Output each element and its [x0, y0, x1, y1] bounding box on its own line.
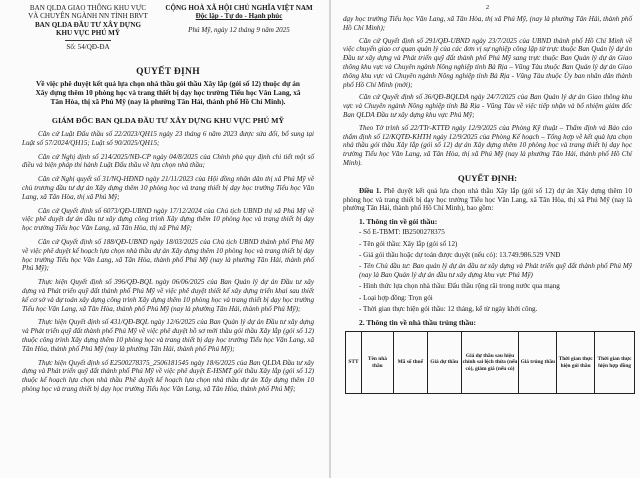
section-1-heading: 1. Thông tin về gói thầu: [359, 217, 438, 227]
document-title: QUYẾT ĐỊNH [136, 67, 200, 78]
package-info-item: - Số E-TBMT: IB2500278375 [359, 228, 445, 237]
article-1-label: Điều 1. [359, 186, 382, 195]
nation-name: CỘNG HOÀ XÃ HỘI CHỦ NGHĨA VIỆT NAM [165, 4, 313, 12]
continued-paragraph: dạy học trường Tiểu học Văn Lang, xã Tân Hòa, thị xã Phú Mỹ, (nay là phường Tân Hải, thành phố Hồ Chí Minh); [343, 15, 632, 32]
table-header-row [346, 332, 635, 394]
legal-basis-paragraph: Căn cứ Quyết định số 6073/QĐ-UBND ngày 17/12/2024 của Chủ tịch UBND thị xã Phú Mỹ về việc phê duyệt dự án đầu tư xây dựng công trình Xây dựng thêm 10 phòng học và trang thiết bị dạy học trường Tiểu học Văn Lang, xã Tân Hòa, thị xã Phú Mỹ; [22, 206, 314, 233]
document-number: Số: 54/QĐ-ĐA [66, 42, 110, 51]
document-date: Phú Mỹ, ngày 12 tháng 9 năm 2025 [188, 25, 290, 34]
table-header-cell: Tên nhà thầu [361, 332, 393, 394]
article-1 [343, 187, 632, 213]
package-info-item: - Hình thức lựa chọn nhà thầu: Đấu thầu rộng rãi trong nước qua mạng [359, 282, 560, 291]
decision-heading: QUYẾT ĐỊNH: [457, 172, 518, 183]
package-info-item: - Giá gói thầu hoặc dự toán được duyệt (nếu có): 13.749.986.529 VNĐ [359, 250, 561, 259]
document-subject: Về việc phê duyệt kết quả lựa chọn nhà thầu gói thầu Xây lắp (gói số 12) thuộc dự án Xây dựng thêm 10 phòng học và trang thiết bị dạy học trường Tiểu học Văn Lang, xã Tân Hòa, thị xã Phú Mỹ (nay là phường Tân Hải, thành phố Hồ Chí Minh). [35, 79, 301, 107]
agency-line-2: VÀ CHUYÊN NGÀNH NN TỈNH BRVT [28, 12, 148, 21]
table-header-cell: Giá dự thầu [427, 332, 461, 394]
legal-basis-paragraph: Căn cứ Luật Đấu thầu số 22/2023/QH15 ngày 23 tháng 6 năm 2023 được sửa đổi, bổ sung tại Luật số 57/2024/QH15; Luật số 90/2025/QH15; [22, 130, 314, 147]
section-2-heading: 2. Thông tin về nhà thầu trúng thầu: [359, 317, 476, 327]
agency-line-3: BAN QLDA ĐẦU TƯ XÂY DỰNG [34, 20, 142, 29]
table-header-cell: Giá trúng thầu [519, 332, 557, 394]
legal-basis-paragraph: Căn cứ Quyết định số 36/QĐ-BQLDA ngày 24/7/2025 của Ban Quản lý dự án Giao thông khu vực và Chuyên ngành Nông nghiệp tỉnh Bà Rịa - Vũng Tàu về việc tiếp nhận và bổ nhiệm giám đốc Ban QLDA Đầu tư xây dựng khu vực Phú Mỹ; [343, 93, 632, 119]
legal-basis-paragraph: Thực hiện Quyết định số 431/QĐ-BQL ngày 12/6/2025 của Ban Quản lý dự án Đầu tư xây dựng và Phát triển quỹ đất thành phố Phú Mỹ về việc phê duyệt hồ sơ mời thầu gói thầu Xây lắp (gói số 12) thuộc công trình Xây dựng thêm 10 phòng học và trang thiết bị dạy học trường Tiểu học Văn Lang, xã Tân Hòa, thành phố Phú Mỹ (nay là phường Tân Hải, thành phố Phú Mỹ); [22, 318, 314, 353]
legal-basis-paragraph: Căn cứ Nghị quyết số 31/NQ-HĐND ngày 21/11/2023 của Hội đồng nhân dân thị xã Phú Mỹ về chủ trương đầu tư dự án Xây dựng thêm 10 phòng học và trang thiết bị dạy học trường Tiểu học Văn Lang, xã Tân Hòa, thị xã Phú Mỹ; [22, 175, 314, 201]
page-number: 2 [485, 4, 490, 11]
winning-bidder-table [345, 331, 635, 394]
page-2 [331, 0, 640, 478]
table-header-cell: Thời gian thực hiện gói thầu [557, 332, 595, 394]
table-header-cell: Mã số thuế [393, 332, 427, 394]
package-info-item: - Tên gói thầu: Xây lắp (gói số 12) [359, 239, 458, 248]
issuing-agency [22, 4, 154, 51]
legal-basis-paragraph: Căn cứ Quyết định số 291/QĐ-UBND ngày 23/7/2025 của UBND thành phố Hồ Chí Minh về việc chuyển giao cơ quan quản lý của các đơn vị sự nghiệp công lập từ trực thuộc Ban Quản lý dự án Đầu tư xây dựng và Phát triển quỹ đất thành phố Phú Mỹ sang trực thuộc Ban Quản lý dự án Giao thông khu vực và Chuyên ngành Nông nghiệp tỉnh Bà Rịa – Vũng Tàu thuộc Ban Quản lý dự án Giao thông khu vực và Chuyên ngành Nông nghiệp tỉnh Bà Rịa - Vũng Tàu thuộc Ủy ban nhân dân thành phố Hồ Chí Minh (mới); [343, 36, 632, 89]
package-info-item: - Tên Chủ đầu tư: Ban quản lý dự án đầu tư xây dựng và Phát triển quỹ đất thành phố Phú Mỹ (nay là Ban Quản lý dự án đầu tư xây dựng khu vực Phú Mỹ) [359, 261, 632, 280]
agency-line-1: BAN QLDA GIAO THÔNG KHU VỰC [29, 4, 147, 12]
table-header-cell: Thời gian thực hiện hợp đồng [595, 332, 635, 394]
package-info-item: - Thời gian thực hiện gói thầu: 12 tháng, kể từ ngày khởi công. [359, 304, 538, 313]
table-header-cell: Giá dự thầu sau hiệu chỉnh sai lệch thừa (nếu có), giảm giá (nếu có) [461, 332, 519, 394]
legal-basis-paragraph: Căn cứ Nghị định số 214/2025/NĐ-CP ngày 04/8/2025 của Chính phủ quy định chi tiết một số điều và biện pháp thi hành Luật Đấu thầu về lựa chọn nhà thầu; [22, 152, 314, 170]
table-header-cell: STT [346, 332, 362, 394]
article-1-text: Phê duyệt kết quả lựa chọn nhà thầu Xây lắp (gói số 12) dự án Xây dựng thêm 10 phòng học và trang thiết bị dạy học trường Tiểu học Văn Lang, xã Tân Hòa, thị xã Phú Mỹ (nay là phường Tân Hải, thành phố Hồ Chí Minh), bao gồm: [343, 186, 633, 213]
issuing-authority: GIÁM ĐỐC BAN QLDA ĐẦU TƯ XÂY DỰNG KHU VỰC PHÚ MỸ [51, 116, 285, 126]
legal-basis-paragraph: Thực hiện Quyết định số E2500278375_2506181545 ngày 18/6/2025 của Ban QLDA Đầu tư xây dựng và Phát triển quỹ đất thành phố Phú Mỹ về việc phê duyệt E-HSMT gói thầu Xây lắp (gói số 12) thuộc kế hoạch lựa chọn nhà thầu Phê duyệt kế hoạch lựa chọn nhà thầu dự án Xây dựng thêm 10 phòng học và trang thiết bị dạy học trường Tiểu học Văn Lang, xã Tân Hòa, thành phố Phú Mỹ; [22, 358, 314, 393]
national-motto: Độc lập - Tự do - Hạnh phúc [195, 12, 283, 21]
legal-basis-paragraph: Căn cứ Quyết định số 188/QĐ-UBND ngày 18/03/2025 của Chủ tịch UBND thành phố Phú Mỹ về việc phê duyệt kế hoạch lựa chọn nhà thầu dự án Xây dựng thêm 10 phòng học và trang thiết bị dạy học trường Tiểu học Văn Lang, xã Tân Hòa, thành phố Phú Mỹ (nay là phường Tân Hải, thành phố Phú Mỹ); [22, 238, 314, 273]
legal-basis-paragraph: Thực hiện Quyết định số 396/QĐ-BQL ngày 06/06/2025 của Ban Quản lý dự án Đầu tư xây dựng và Phát triển quỹ đất thành phố Phú Mỹ về việc phê duyệt thiết kế xây dựng triển khai sau thiết kế cơ sở và dự toán xây dựng công trình Xây dựng thêm 10 phòng học và trang thiết bị dạy học trường Tiểu học Văn Lang, xã Tân Hòa, thành phố Phú Mỹ (nay là phường Tân Hải, thành phố Phú Mỹ); [22, 278, 315, 313]
national-heading [164, 4, 314, 51]
document-header [22, 4, 314, 51]
package-info-item: - Loại hợp đồng: Trọn gói [359, 293, 433, 302]
divider [65, 40, 111, 41]
legal-basis-paragraph: Theo Tờ trình số 22/TTr-KTTĐ ngày 12/9/2025 của Phòng Kỹ thuật – Thẩm định và Báo cáo thẩm định số 12/KQTĐ-KHTH ngày 12/9/2025 của Phòng Kế hoạch – Tổng hợp về kết quả lựa chọn nhà thầu gói thầu Xây lắp (gói số 12) dự án Xây dựng thêm 10 phòng học và trang thiết bị dạy học trường Tiểu học Văn Lang, xã Tân Hòa, thị xã Phú Mỹ (nay là phường Tân Hải, thành phố Hồ Chí Minh). [343, 123, 632, 167]
agency-line-4: KHU VỰC PHÚ MỸ [55, 29, 121, 38]
